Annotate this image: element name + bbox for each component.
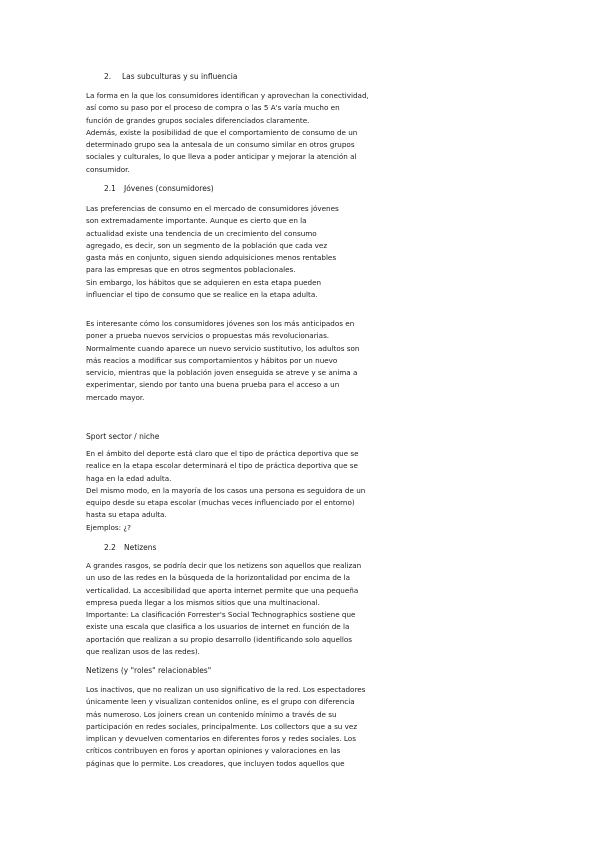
section-number: 2.2 (104, 543, 116, 552)
sport-label: Sport sector / niche (86, 432, 160, 441)
text-line: equipo desde su etapa escolar (muchas veces influenciado por el entorno) (86, 498, 355, 508)
text-line: verticalidad. La accesibilidad que aporta internet permite que una pequeña (86, 585, 359, 595)
section-heading-2-2 (104, 543, 156, 552)
text-line: Del mismo modo, en la mayoría de los casos una persona es seguidora de un (86, 485, 366, 495)
jovenes-paragraph-2 (86, 318, 374, 404)
text-line: participación en redes sociales, principalmente. Los collectors que a su vez (86, 721, 358, 731)
section-number: 2. (104, 72, 112, 81)
text-line: implican y devuelven comentarios en diferentes foros y redes sociales. Los (86, 734, 356, 744)
text-line: servicio, mientras que la población joven enseguida se atreve y se anima a (86, 368, 358, 378)
text-line: Normalmente cuando aparece un nuevo servicio sustitutivo, los adultos son (86, 343, 360, 353)
netizens-paragraph (86, 560, 374, 658)
text-line: que realizan usos de las redes). (86, 647, 200, 657)
section-title: Netizens (124, 543, 157, 552)
text-line: actualidad existe una tendencia de un crecimiento del consumo (86, 228, 317, 238)
text-line: Además, existe la posibilidad de que el comportamiento de consumo de un (86, 127, 358, 137)
jovenes-paragraph-1 (86, 203, 374, 301)
text-line: para las empresas que en otros segmentos poblacionales. (86, 265, 296, 275)
section-heading-2-1 (104, 184, 214, 193)
text-line: son extremadamente importante. Aunque es cierto que en la (86, 216, 307, 226)
text-line: más reacios a modificar sus comportamientos y hábitos por un nuevo (86, 355, 338, 365)
text-line: Importante: La clasificación Forrester's Social Technographics sostiene que (86, 610, 356, 620)
text-line: Ejemplos: ¿? (86, 522, 131, 532)
text-line: función de grandes grupos sociales diferenciados claramente. (86, 115, 310, 125)
section-number: 2.1 (104, 184, 116, 193)
text-line: críticos contribuyen en foros y aportan opiniones y valoraciones en las (86, 746, 341, 756)
section-heading-2 (104, 72, 237, 81)
text-line: aportación que realizan a su propio desarrollo (identificando solo aquellos (86, 634, 353, 644)
text-line: experimentar, siendo por tanto una buena prueba para el acceso a un (86, 380, 340, 390)
text-line: mercado mayor. (86, 392, 145, 402)
sport-paragraph (86, 448, 374, 534)
text-line: Es interesante cómo los consumidores jóvenes son los más anticipados en (86, 319, 355, 328)
intro-paragraph (86, 90, 374, 176)
text-line: sociales y culturales, lo que lleva a poder anticipar y mejorar la atención al (86, 152, 357, 162)
text-line: gasta más en conjunto, siguen siendo adquisiciones menos rentables (86, 253, 337, 263)
text-line: agregado, es decir, son un segmento de la población que cada vez (86, 240, 328, 250)
text-line: realice en la etapa escolar determinará el tipo de práctica deportiva que se (86, 461, 358, 471)
section-title: Jóvenes (consumidores) (124, 184, 214, 193)
text-line: A grandes rasgos, se podría decir que los netizens son aquellos que realizan (86, 561, 362, 570)
text-line: Sin embargo, los hábitos que se adquieren en esta etapa pueden (86, 277, 322, 287)
text-line: únicamente leen y visualizan contenidos online, es el grupo con diferencia (86, 697, 355, 707)
text-line: Los inactivos, que no realizan un uso significativo de la red. Los espectadores (86, 685, 366, 694)
text-line: más numeroso. Los joiners crean un contenido mínimo a través de su (86, 709, 337, 719)
roles-label: Netizens (y "roles" relacionables" (86, 666, 212, 675)
text-line: existe una escala que clasifica a los usuarios de internet en función de la (86, 622, 350, 632)
text-line: haga en la edad adulta. (86, 473, 172, 483)
text-line: consumidor. (86, 164, 130, 174)
text-line: así como su paso por el proceso de compra o las 5 A's varía mucho en (86, 103, 340, 113)
text-line: La forma en la que los consumidores identifican y aprovechan la conectividad, (86, 91, 369, 100)
text-line: determinado grupo sea la antesala de un consumo similar en otros grupos (86, 140, 355, 150)
text-line: poner a prueba nuevos servicios o propuestas más revolucionarias. (86, 331, 330, 341)
text-line: Las preferencias de consumo en el mercado de consumidores jóvenes (86, 204, 339, 213)
text-line: empresa pueda llegar a los mismos sitios que una multinacional. (86, 597, 320, 607)
roles-paragraph (86, 684, 374, 770)
text-line: influenciar el tipo de consumo que se realice en la etapa adulta. (86, 290, 318, 300)
text-line: páginas que lo permite. Los creadores, que incluyen todos aquellos que (86, 758, 345, 768)
section-title: Las subculturas y su influencia (122, 72, 238, 81)
text-line: hasta su etapa adulta. (86, 510, 167, 520)
text-line: un uso de las redes en la búsqueda de la horizontalidad por encima de la (86, 573, 351, 583)
text-line: En el ámbito del deporte está claro que el tipo de práctica deportiva que se (86, 449, 359, 458)
